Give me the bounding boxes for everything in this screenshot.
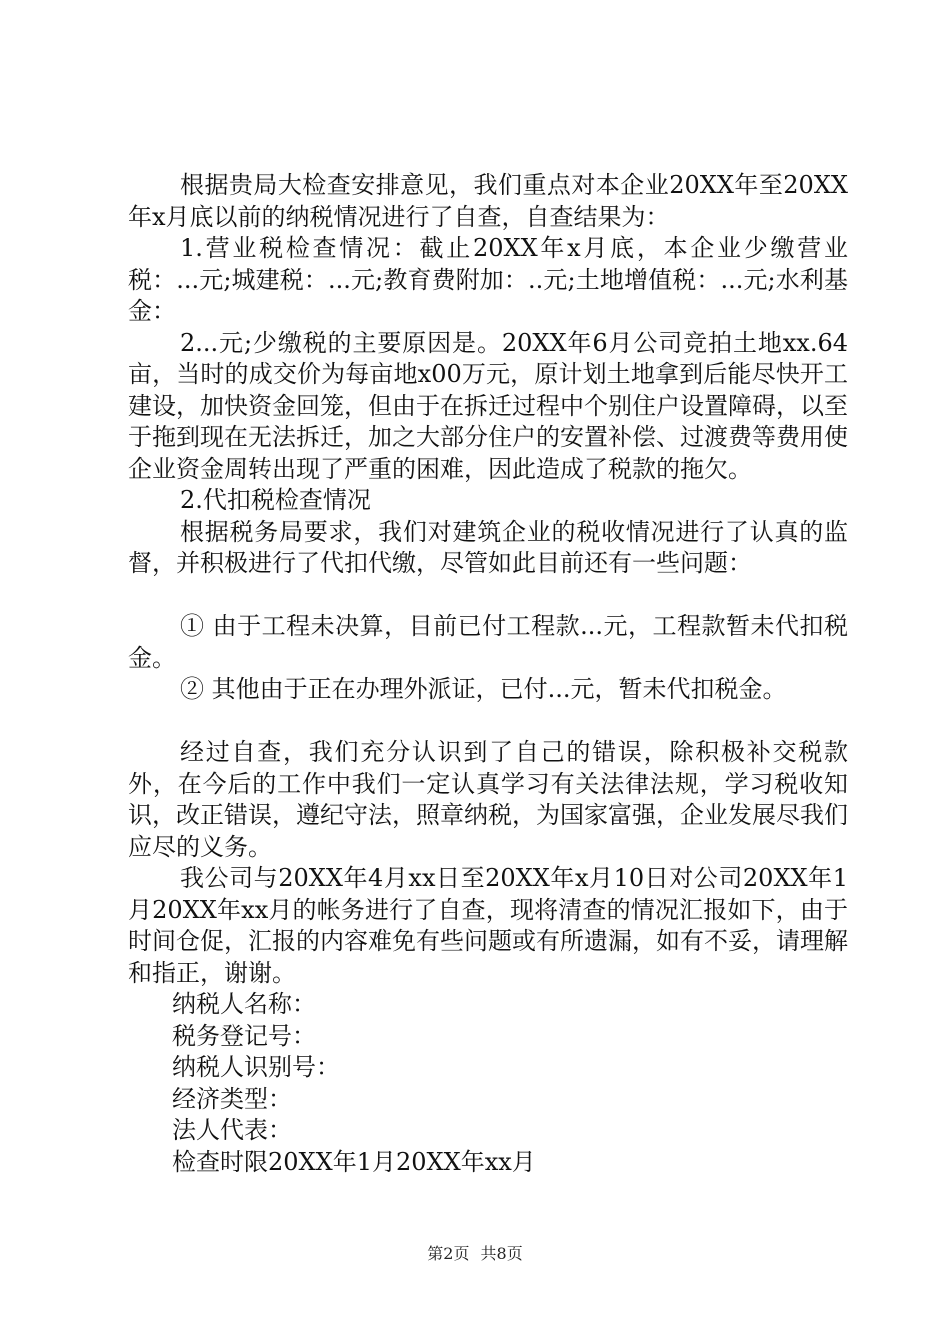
inspection-period-field: 检查时限20XX年1月20XX年xx月 (172, 1147, 536, 1176)
spacer (128, 706, 848, 738)
item-1-paragraph: 1.营业税检查情况：截止20XX年x月底，本企业少缴营业税：...元;城建税：...元;教育费附加：..元;土地增值税：...元;水利基金： (128, 234, 848, 325)
taxpayer-name-field: 纳税人名称： (172, 990, 316, 1018)
report-paragraph: 我公司与20XX年4月xx日至20XX年x月10日对公司20XX年1月20XX年xx月的帐务进行了自查，现将清查的情况汇报如下，由于时间仓促，汇报的内容难免有些问题或有所遗漏，如有不妥，请理解和指正，谢谢。 (128, 864, 848, 987)
taxpayer-id-field: 纳税人识别号： (172, 1053, 340, 1081)
issue-1-paragraph: ① 由于工程未决算，目前已付工程款...元，工程款暂未代扣税金。 (128, 612, 848, 672)
spacer (128, 580, 848, 612)
page-footer (0, 1241, 950, 1264)
withholding-paragraph: 根据税务局要求，我们对建筑企业的税收情况进行了认真的监督，并积极进行了代扣代缴，尽管如此目前还有一些问题： (128, 517, 848, 577)
page-number: 第2页 (427, 1244, 470, 1263)
tax-registration-field: 税务登记号： (172, 1021, 316, 1050)
withholding-section-title: 2.代扣税检查情况 (180, 486, 371, 514)
legal-rep-field: 法人代表： (172, 1116, 292, 1144)
item-2-paragraph: 2...元;少缴税的主要原因是。20XX年6月公司竞拍土地xx.64亩，当时的成交价为每亩地x00万元，原计划土地拿到后能尽快开工建设，加快资金回笼，但由于在拆迁过程中个别住户设置障碍，以至于拖到现在无法拆迁，加之大部分住户的安置补偿、过渡费等费用使企业资金周转出现了严重的困难，因此造成了税款的拖欠。 (128, 328, 848, 483)
page-total: 共8页 (480, 1244, 523, 1263)
economic-type-field: 经济类型： (172, 1084, 292, 1113)
issue-2-paragraph: ② 其他由于正在办理外派证，已付...元，暂未代扣税金。 (180, 675, 787, 703)
conclusion-paragraph: 经过自查，我们充分认识到了自己的错误，除积极补交税款外，在今后的工作中我们一定认真学习有关法律法规，学习税收知识，改正错误，遵纪守法，照章纳税，为国家富强，企业发展尽我们应尽的义务。 (128, 738, 848, 861)
intro-paragraph: 根据贵局大检查安排意见，我们重点对本企业20XX年至20XX年x月底以前的纳税情况进行了自查，自查结果为： (128, 171, 848, 231)
document-body (128, 170, 848, 1178)
